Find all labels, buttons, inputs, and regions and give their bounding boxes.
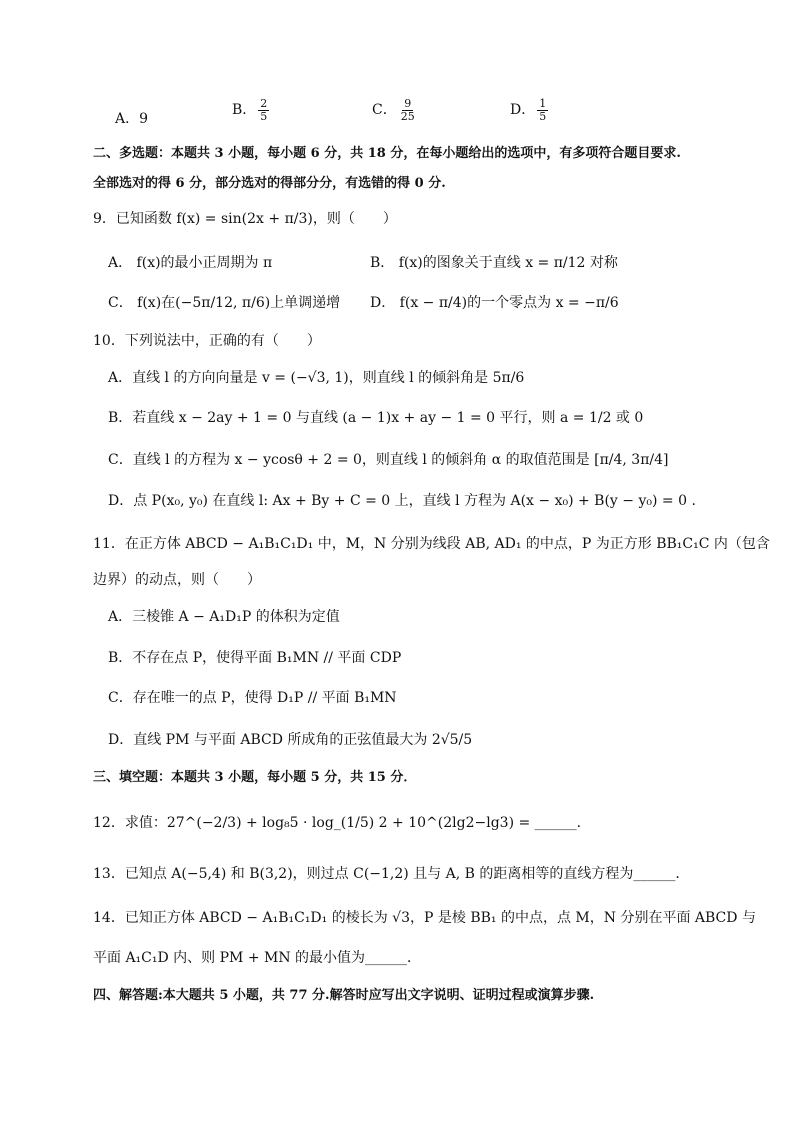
section2-heading-line2: 全部选对的得 6 分，部分选对的得部分分，有选错的得 0 分.	[93, 176, 446, 191]
q11-option-d: D．直线 PM 与平面 ABCD 所成角的正弦值最大为 2√5/5	[108, 732, 473, 748]
q11-stem-line1: 11．在正方体 ABCD − A₁B₁C₁D₁ 中，M，N 分别为线段 AB, AD₁ 的中点，P 为正方形 BB₁C₁C 内（包含	[93, 536, 770, 552]
q8-option-d-label: D．	[510, 102, 536, 119]
q8-option-d-fraction	[537, 98, 548, 122]
q8-option-c-num: 9	[404, 97, 412, 110]
q10-stem: 10．下列说法中，正确的有（ ）	[93, 333, 321, 349]
q9-option-c: C． f(x)在(−5π/12, π/6)上单调递增	[108, 295, 341, 311]
q8-option-b	[232, 98, 271, 122]
q11-stem-line2: 边界）的动点，则（ ）	[93, 572, 261, 588]
q8-option-c-label: C．	[372, 102, 397, 119]
q11-option-c: C．存在唯一的点 P，使得 D₁P // 平面 B₁MN	[108, 690, 397, 706]
q8-option-b-label: B．	[232, 102, 257, 119]
q10-option-a: A．直线 l 的方向向量是 v = (−√3, 1)，则直线 l 的倾斜角是 5π/6	[108, 370, 525, 386]
q8-option-a	[115, 108, 148, 128]
q9-stem: 9．已知函数 f(x) = sin(2x + π/3)，则（ ）	[93, 211, 397, 227]
q8-option-c	[372, 98, 419, 122]
q8-option-b-fraction	[258, 98, 269, 122]
q9-option-a: A． f(x)的最小正周期为 π	[108, 255, 273, 271]
q8-option-a-label: A．9	[115, 111, 149, 127]
q10-option-b: B．若直线 x − 2ay + 1 = 0 与直线 (a − 1)x + ay − 1 = 0 平行，则 a = 1/2 或 0	[108, 410, 644, 426]
q8-option-b-num: 2	[260, 97, 268, 110]
q8-option-c-den: 25	[400, 109, 415, 123]
q14-stem-line1: 14．已知正方体 ABCD − A₁B₁C₁D₁ 的棱长为 √3，P 是棱 BB₁ 的中点，点 M，N 分别在平面 ABCD 与	[93, 910, 756, 926]
q14-stem-line2: 平面 A₁C₁D 内、则 PM + MN 的最小值为______．	[93, 950, 422, 966]
q9-option-b: B． f(x)的图象关于直线 x = π/12 对称	[370, 255, 618, 271]
q8-option-d	[510, 98, 550, 122]
q8-option-d-den: 5	[539, 109, 547, 123]
q10-option-c: C．直线 l 的方程为 x − ycosθ + 2 = 0，则直线 l 的倾斜角 α 的取值范围是 [π/4, 3π/4]	[108, 452, 669, 468]
q10-option-d: D．点 P(x₀, y₀) 在直线 l: Ax + By + C = 0 上，直线 l 方程为 A(x − x₀) + B(y − y₀) = 0 .	[108, 493, 696, 509]
q11-option-b: B．不存在点 P，使得平面 B₁MN // 平面 CDP	[108, 650, 402, 666]
section4-heading: 四、解答题:本大题共 5 小题，共 77 分.解答时应写出文字说明、证明过程或演算步骤.	[93, 988, 595, 1003]
q11-option-a: A．三棱锥 A − A₁D₁P 的体积为定值	[108, 609, 340, 625]
q13-stem: 13．已知点 A(−5,4) 和 B(3,2)，则过点 C(−1,2) 且与 A, B 的距离相等的直线方程为______．	[93, 866, 690, 882]
q12-stem: 12．求值：27^(−2/3) + log₈5 · log_(1/5) 2 + 10^(2lg2−lg3) = ______．	[93, 815, 591, 831]
section2-heading-line1: 二、多选题：本题共 3 小题，每小题 6 分，共 18 分，在每小题给出的选项中，有多项符合题目要求.	[93, 146, 681, 161]
q8-option-b-den: 5	[260, 109, 268, 123]
q8-option-c-fraction	[399, 98, 417, 122]
q9-option-d: D． f(x − π/4)的一个零点为 x = −π/6	[370, 295, 619, 311]
q8-option-d-num: 1	[539, 97, 547, 110]
section3-heading: 三、填空题：本题共 3 小题，每小题 5 分，共 15 分．	[93, 770, 417, 785]
